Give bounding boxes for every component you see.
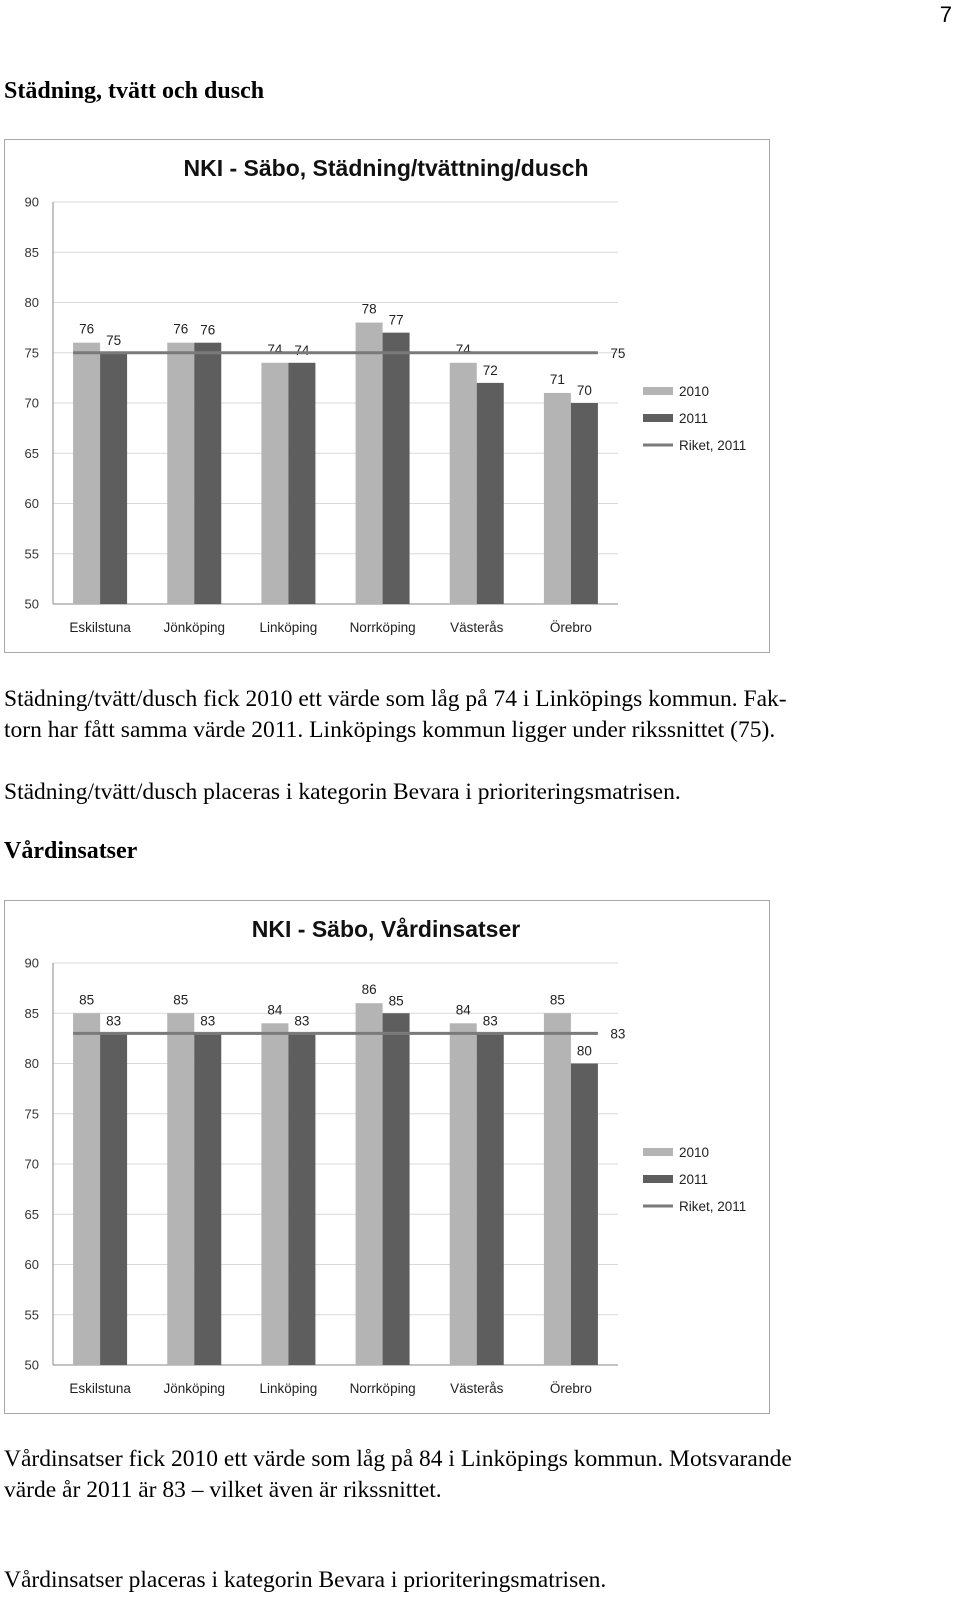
x-category-label: Västerås bbox=[450, 1381, 504, 1396]
paragraph-line: Vårdinsatser fick 2010 ett värde som låg på 84 i Linköpings kommun. Motsvarande bbox=[4, 1446, 792, 1472]
legend-label-2011: 2011 bbox=[679, 411, 709, 426]
y-tick-label: 60 bbox=[24, 496, 39, 511]
y-tick-label: 75 bbox=[24, 345, 39, 361]
chart-title: NKI - Säbo, Städning/tvättning/dusch bbox=[183, 155, 589, 181]
chart-vardinsatser-svg bbox=[5, 901, 769, 1413]
x-category-label: Norrköping bbox=[349, 620, 416, 635]
paragraph-vardinsatser-category: Vårdinsatser placeras i kategorin Bevara i prioriteringsmatrisen. bbox=[4, 1567, 607, 1593]
data-label: 74 bbox=[267, 341, 283, 357]
bar-2010-eskilstuna bbox=[73, 1013, 100, 1365]
data-label: 76 bbox=[173, 321, 189, 337]
data-label: 71 bbox=[549, 371, 565, 387]
legend-swatch-2011 bbox=[643, 1175, 673, 1183]
chart-title: NKI - Säbo, Vårdinsatser bbox=[251, 916, 521, 942]
chart-vardinsatser bbox=[4, 900, 770, 1414]
bar-2010-örebro bbox=[544, 1013, 571, 1365]
bar-2010-västerås bbox=[450, 1023, 477, 1365]
bar-2011-norrköping bbox=[383, 333, 410, 604]
reference-line-label: 83 bbox=[610, 1026, 626, 1042]
bar-2010-jönköping bbox=[167, 1013, 194, 1365]
y-tick-label: 80 bbox=[24, 1056, 39, 1071]
y-tick-label: 65 bbox=[24, 1206, 39, 1222]
data-label: 76 bbox=[79, 321, 95, 337]
data-label: 80 bbox=[576, 1043, 592, 1059]
x-category-label: Linköping bbox=[259, 1381, 318, 1396]
data-label: 86 bbox=[361, 982, 377, 998]
x-category-label: Eskilstuna bbox=[69, 620, 131, 635]
y-tick-label: 70 bbox=[24, 1156, 39, 1172]
y-tick-label: 85 bbox=[24, 1005, 39, 1021]
legend-label-riket: Riket, 2011 bbox=[679, 1199, 747, 1214]
y-tick-label: 60 bbox=[24, 1257, 39, 1272]
x-category-label: Örebro bbox=[549, 1381, 592, 1396]
bar-2010-västerås bbox=[450, 363, 477, 604]
y-tick-label: 90 bbox=[24, 955, 39, 971]
paragraph-line: värde år 2011 är 83 – vilket även är rikssnittet. bbox=[4, 1477, 442, 1503]
data-label: 83 bbox=[106, 1013, 122, 1029]
chart-stadning-svg bbox=[5, 140, 769, 652]
bar-2011-linköping bbox=[288, 1033, 315, 1365]
x-category-label: Jönköping bbox=[163, 620, 226, 635]
data-label: 70 bbox=[576, 383, 592, 398]
y-tick-label: 55 bbox=[24, 1307, 39, 1323]
bar-2010-norrköping bbox=[356, 1003, 383, 1365]
y-tick-label: 50 bbox=[24, 596, 39, 612]
bar-2011-eskilstuna bbox=[100, 353, 127, 604]
x-category-label: Jönköping bbox=[163, 1381, 226, 1396]
legend-swatch-2010 bbox=[643, 387, 673, 395]
paragraph-line: torn har fått samma värde 2011. Linköpings kommun ligger under rikssnittet (75). bbox=[4, 717, 776, 743]
data-label: 74 bbox=[294, 342, 310, 358]
data-label: 78 bbox=[361, 301, 377, 317]
x-category-label: Linköping bbox=[259, 620, 318, 635]
data-label: 75 bbox=[106, 332, 122, 348]
data-label: 76 bbox=[200, 322, 216, 338]
page-number: 7 bbox=[939, 2, 952, 27]
reference-line-label: 75 bbox=[610, 345, 626, 361]
bar-2011-västerås bbox=[477, 383, 504, 604]
data-label: 84 bbox=[267, 1002, 283, 1018]
bar-2011-västerås bbox=[477, 1033, 504, 1365]
y-tick-label: 80 bbox=[24, 295, 39, 310]
paragraph-stadning-result bbox=[4, 684, 934, 746]
data-label: 85 bbox=[549, 992, 565, 1008]
paragraph-vardinsatser-result bbox=[4, 1444, 934, 1506]
bar-2010-örebro bbox=[544, 393, 571, 604]
data-label: 85 bbox=[173, 992, 189, 1008]
data-label: 83 bbox=[294, 1013, 310, 1029]
bar-2010-norrköping bbox=[356, 323, 383, 604]
x-category-label: Västerås bbox=[450, 620, 504, 635]
y-tick-label: 50 bbox=[24, 1357, 39, 1373]
bar-2011-jönköping bbox=[194, 343, 221, 604]
data-label: 74 bbox=[455, 341, 471, 357]
chart-stadning bbox=[4, 139, 770, 653]
legend-swatch-2010 bbox=[643, 1148, 673, 1156]
y-tick-label: 70 bbox=[24, 395, 39, 411]
bar-2010-linköping bbox=[261, 363, 288, 604]
section-heading-vardinsatser: Vårdinsatser bbox=[4, 838, 138, 864]
bar-2010-jönköping bbox=[167, 343, 194, 604]
section-heading-stadning: Städning, tvätt och dusch bbox=[4, 78, 265, 104]
paragraph-stadning-category: Städning/tvätt/dusch placeras i kategorin Bevara i prioriteringsmatrisen. bbox=[4, 779, 681, 805]
paragraph-line: Städning/tvätt/dusch fick 2010 ett värde som låg på 74 i Linköpings kommun. Fak- bbox=[4, 686, 787, 712]
bar-2011-eskilstuna bbox=[100, 1033, 127, 1365]
bar-2011-örebro bbox=[571, 1064, 598, 1366]
legend-label-2010: 2010 bbox=[679, 384, 710, 399]
data-label: 72 bbox=[482, 362, 498, 378]
bar-2010-eskilstuna bbox=[73, 343, 100, 604]
data-label: 85 bbox=[79, 992, 95, 1008]
bar-2010-linköping bbox=[261, 1023, 288, 1365]
bar-2011-örebro bbox=[571, 403, 598, 604]
bar-2011-jönköping bbox=[194, 1033, 221, 1365]
data-label: 83 bbox=[200, 1013, 216, 1029]
x-category-label: Örebro bbox=[549, 620, 592, 635]
legend-label-2011: 2011 bbox=[679, 1172, 709, 1187]
legend-swatch-2011 bbox=[643, 414, 673, 422]
data-label: 84 bbox=[455, 1002, 471, 1018]
bar-2011-norrköping bbox=[383, 1013, 410, 1365]
x-category-label: Norrköping bbox=[349, 1381, 416, 1396]
data-label: 83 bbox=[482, 1013, 498, 1029]
legend-label-riket: Riket, 2011 bbox=[679, 438, 747, 453]
bar-2011-linköping bbox=[288, 363, 315, 604]
x-category-label: Eskilstuna bbox=[69, 1381, 131, 1396]
y-tick-label: 75 bbox=[24, 1106, 39, 1122]
y-tick-label: 90 bbox=[24, 194, 39, 210]
legend-label-2010: 2010 bbox=[679, 1145, 710, 1160]
y-tick-label: 65 bbox=[24, 445, 39, 461]
data-label: 85 bbox=[388, 993, 404, 1009]
data-label: 77 bbox=[388, 312, 404, 328]
y-tick-label: 55 bbox=[24, 546, 39, 562]
y-tick-label: 85 bbox=[24, 244, 39, 260]
